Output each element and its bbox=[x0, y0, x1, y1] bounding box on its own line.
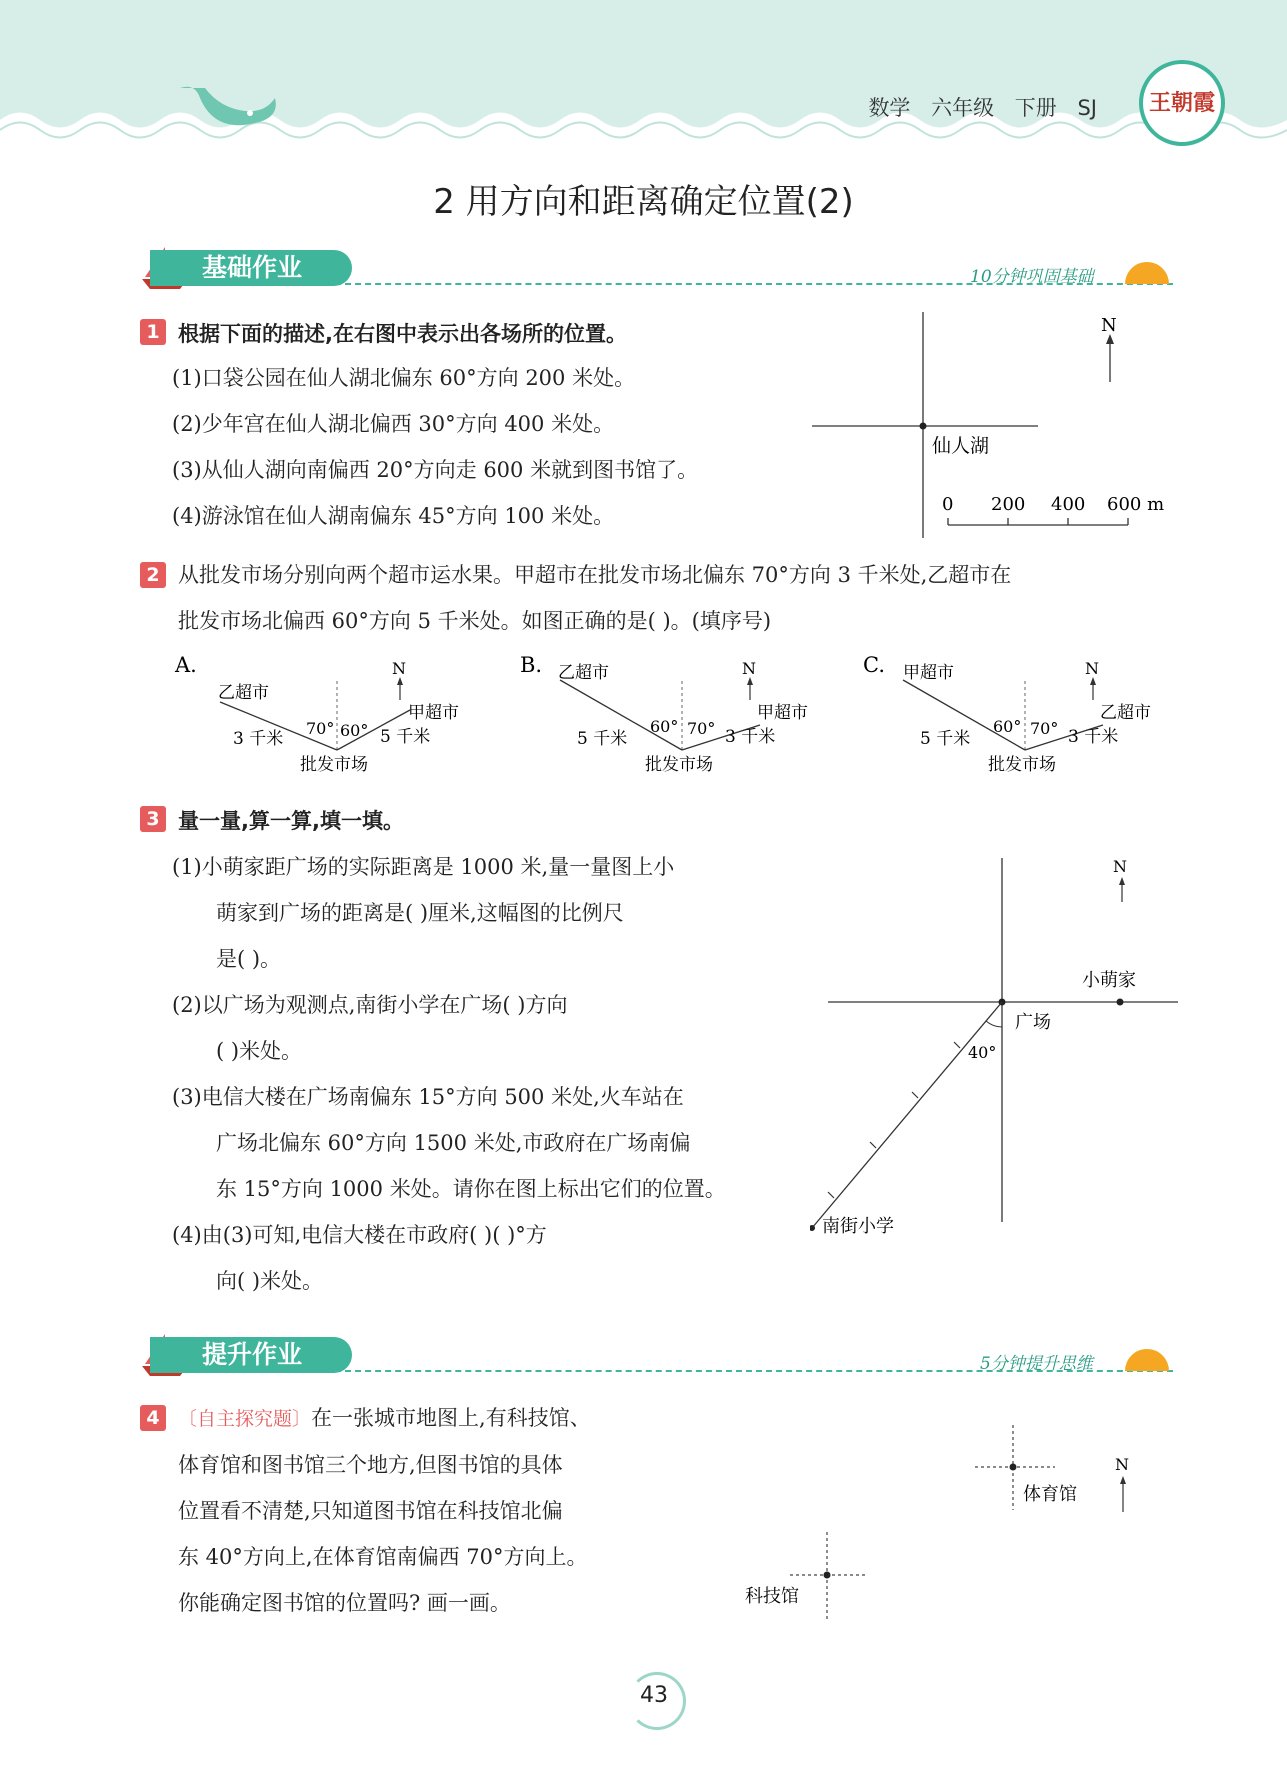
north-label: N bbox=[1101, 315, 1117, 336]
list-item: (4)游泳馆在仙人湖南偏东 45°方向 100 米处。 bbox=[172, 504, 615, 528]
option-c-figure[interactable] bbox=[858, 650, 1178, 780]
q3-line: (2)以广场为观测点,南街小学在广场( )方向 bbox=[172, 993, 568, 1017]
right-label: 乙超市 bbox=[1100, 703, 1151, 723]
q4-line: 东 40°方向上,在体育馆南偏西 70°方向上。 bbox=[178, 1545, 588, 1569]
north-label: N bbox=[1113, 857, 1127, 876]
scale-tick: 0 bbox=[942, 494, 954, 515]
angle-label: 40° bbox=[968, 1043, 997, 1062]
scale-tick: 600 m bbox=[1107, 494, 1165, 515]
q3-line: 广场北偏东 60°方向 1500 米处,市政府在广场南偏 bbox=[216, 1131, 691, 1155]
left-label: 乙超市 bbox=[558, 663, 609, 683]
q3-line: 东 15°方向 1000 米处。请你在图上标出它们的位置。 bbox=[216, 1177, 726, 1201]
q3-line: (1)小萌家距广场的实际距离是 1000 米,量一量图上小 bbox=[172, 855, 675, 879]
left-angle: 70° bbox=[306, 719, 335, 738]
option-b-figure[interactable] bbox=[515, 650, 835, 780]
base-label: 批发市场 bbox=[988, 755, 1056, 775]
gym-label: 体育馆 bbox=[1023, 1484, 1077, 1505]
page-title: 2 用方向和距离确定位置(2) bbox=[433, 182, 854, 222]
list-item: (1)口袋公园在仙人湖北偏东 60°方向 200 米处。 bbox=[172, 366, 636, 390]
logo-text: 王朝霞 bbox=[1148, 90, 1215, 116]
left-label: 甲超市 bbox=[903, 663, 954, 683]
right-distance: 3 千米 bbox=[1068, 727, 1119, 747]
q3-line: ( )米处。 bbox=[216, 1039, 303, 1063]
right-angle: 70° bbox=[687, 719, 716, 738]
whale-icon bbox=[175, 78, 285, 138]
q4-map[interactable] bbox=[735, 1420, 1175, 1630]
right-label: 甲超市 bbox=[408, 703, 459, 723]
center-label: 仙人湖 bbox=[932, 435, 990, 457]
north-label: N bbox=[742, 659, 756, 678]
right-distance: 5 千米 bbox=[380, 727, 431, 747]
q2-line: 从批发市场分别向两个超市运水果。甲超市在批发市场北偏东 70°方向 3 千米处,乙超市在 bbox=[178, 563, 1012, 587]
q3-line: 是( )。 bbox=[216, 947, 282, 971]
question-number: 1 bbox=[140, 319, 166, 345]
north-label: N bbox=[1085, 659, 1099, 678]
square-label: 广场 bbox=[1015, 1012, 1051, 1033]
question-number: 2 bbox=[140, 562, 166, 588]
list-item: (3)从仙人湖向南偏西 20°方向走 600 米就到图书馆了。 bbox=[172, 458, 699, 482]
option-a-figure[interactable] bbox=[170, 650, 490, 780]
left-angle: 60° bbox=[650, 717, 679, 736]
scale-tick: 400 bbox=[1051, 494, 1086, 515]
section-basic-label: 基础作业 bbox=[150, 250, 352, 286]
q3-map[interactable] bbox=[810, 850, 1190, 1250]
base-label: 批发市场 bbox=[645, 755, 713, 775]
q3-line: (4)由(3)可知,电信大楼在市政府( )( )°方 bbox=[172, 1223, 547, 1247]
section-advanced-label: 提升作业 bbox=[150, 1337, 352, 1373]
right-label: 甲超市 bbox=[757, 703, 808, 723]
q3-line: 向( )米处。 bbox=[216, 1269, 324, 1293]
left-label: 乙超市 bbox=[218, 683, 269, 703]
base-label: 批发市场 bbox=[300, 755, 368, 775]
q4-text bbox=[178, 1395, 698, 1626]
brand-logo bbox=[1139, 60, 1225, 146]
question-title: 根据下面的描述,在右图中表示出各场所的位置。 bbox=[178, 322, 627, 346]
school-label: 南街小学 bbox=[822, 1216, 894, 1237]
q3-text bbox=[172, 844, 802, 1304]
q2-line: 批发市场北偏西 60°方向 5 千米处。如图正确的是( )。(填序号) bbox=[178, 609, 772, 633]
question-number: 3 bbox=[140, 806, 166, 832]
q3-line: 萌家到广场的距离是( )厘米,这幅图的比例尺 bbox=[216, 901, 624, 925]
q3-line: (3)电信大楼在广场南偏东 15°方向 500 米处,火车站在 bbox=[172, 1085, 684, 1109]
q1-items bbox=[172, 355, 812, 539]
north-label: N bbox=[1115, 1455, 1129, 1474]
q4-line: 体育馆和图书馆三个地方,但图书馆的具体 bbox=[178, 1453, 563, 1477]
sun-icon bbox=[1125, 1349, 1169, 1371]
left-distance: 3 千米 bbox=[233, 729, 284, 749]
list-item: (2)少年宫在仙人湖北偏西 30°方向 400 米处。 bbox=[172, 412, 615, 436]
right-angle: 60° bbox=[340, 721, 369, 740]
question-number: 4 bbox=[140, 1405, 166, 1431]
question-title: 量一量,算一算,填一填。 bbox=[178, 809, 404, 833]
right-angle: 70° bbox=[1030, 719, 1059, 738]
q4-line: 〔自主探究题〕在一张城市地图上,有科技馆、 bbox=[178, 1406, 591, 1430]
q4-line: 你能确定图书馆的位置吗? 画一画。 bbox=[178, 1591, 511, 1615]
tech-label: 科技馆 bbox=[745, 1586, 799, 1607]
left-distance: 5 千米 bbox=[577, 729, 628, 749]
section-basic-note: 10分钟巩固基础 bbox=[970, 267, 1094, 287]
north-label: N bbox=[392, 659, 406, 678]
left-angle: 60° bbox=[993, 717, 1022, 736]
left-distance: 5 千米 bbox=[920, 729, 971, 749]
book-info: 数学 六年级 下册 SJ bbox=[868, 96, 1097, 120]
right-distance: 3 千米 bbox=[725, 727, 776, 747]
option-letter: B. bbox=[520, 653, 543, 677]
option-letter: A. bbox=[175, 653, 197, 677]
option-letter: C. bbox=[863, 653, 885, 677]
scale-tick: 200 bbox=[991, 494, 1026, 515]
page-header bbox=[0, 0, 1287, 150]
page-number: 43 bbox=[640, 1683, 668, 1708]
question-tag: 〔自主探究题〕 bbox=[178, 1408, 312, 1430]
q1-map[interactable] bbox=[800, 300, 1190, 545]
sun-icon bbox=[1125, 262, 1169, 284]
q2-text bbox=[178, 552, 1178, 644]
q4-line: 位置看不清楚,只知道图书馆在科技馆北偏 bbox=[178, 1499, 563, 1523]
section-advanced-note: 5分钟提升思维 bbox=[980, 1354, 1093, 1374]
home-label: 小萌家 bbox=[1082, 970, 1136, 991]
